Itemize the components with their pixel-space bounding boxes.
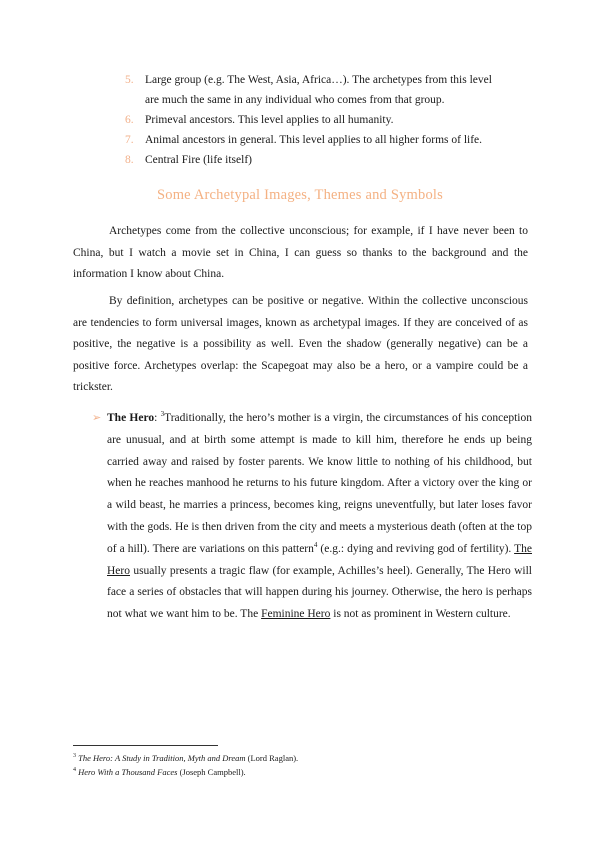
text-run: usually presents a tragic flaw (for example, Achilles’s heel). Generally, The Hero will face a series of obstacles that will happen during his journey. Otherwise, the hero is perhaps not what we want him to be. The	[107, 564, 532, 621]
term-label: The Hero	[107, 412, 155, 424]
footnote-author: (Joseph Campbell).	[177, 767, 246, 777]
list-text: Large group (e.g. The West, Asia, Africa…). The archetypes from this level are much the same in any individual who comes from that group.	[145, 74, 492, 106]
arrow-bullet-icon: ➢	[92, 412, 102, 424]
list-number: 8.	[125, 154, 134, 166]
list-item	[0, 150, 600, 170]
colon: :	[154, 412, 161, 424]
text-run: (e.g.: dying and reviving god of fertility).	[317, 542, 515, 555]
list-item	[0, 110, 600, 130]
footnote	[73, 751, 528, 765]
footnote-author: (Lord Raglan).	[245, 753, 299, 763]
hero-link[interactable]: The Hero	[107, 542, 532, 577]
numbered-list	[0, 70, 600, 170]
text-run: is not as prominent in Western culture.	[330, 608, 511, 621]
footnote-number: 4	[73, 767, 76, 774]
footnote-ref[interactable]: 4	[313, 540, 318, 549]
list-text: Central Fire (life itself)	[145, 154, 252, 166]
footnote-title: Hero With a Thousand Faces	[78, 767, 178, 777]
feminine-hero-link[interactable]: Feminine Hero	[261, 608, 331, 621]
list-number: 6.	[125, 114, 134, 126]
list-number: 7.	[125, 134, 134, 146]
bullet-text	[107, 408, 532, 626]
paragraph: Archetypes come from the collective unconscious; for example, if I have never been to China, but I watch a movie set in China, I can guess so thanks to the background and the information I know about China.	[73, 225, 528, 280]
bullet-item-hero	[92, 408, 532, 626]
footnote-divider	[73, 745, 218, 746]
list-number: 5.	[125, 74, 134, 86]
text-run: Traditionally, the hero’s mother is a virgin, the circumstances of his conception are unusual, and at birth some attempt is made to kill him, therefore he ends up being carried away and raised by foster parents. We know little to nothing of his childhood, but when he reaches manhood he returns to his future kingdom. After a victory over the king or a wild beast, he marries a princess, becomes king, reigns uneventfully, but later loses favor with the gods. He is then driven from the city and meets a mysterious death (often at the top of a hill). There are variations on this pattern	[107, 412, 533, 555]
list-text: Primeval ancestors. This level applies to all humanity.	[145, 114, 394, 126]
list-item	[0, 130, 600, 150]
footnote-number: 3	[73, 753, 76, 760]
footnotes	[73, 751, 528, 779]
paragraph: By definition, archetypes can be positive or negative. Within the collective unconscious are tendencies to form universal images, known as archetypal images. If they are conceived of as positive, the negative is a possibility as well. Even the shadow (generally negative) can be a positive force. Archetypes overlap: the Scapegoat may also be a hero, or a vampire could be a trickster.	[73, 295, 528, 393]
footnote-ref[interactable]: 3	[160, 410, 165, 419]
footnote-title: The Hero: A Study in Tradition, Myth and Dream	[78, 753, 246, 763]
list-item	[0, 70, 600, 110]
section-heading: Some Archetypal Images, Themes and Symbols	[156, 187, 443, 203]
list-text: Animal ancestors in general. This level applies to all higher forms of life.	[145, 134, 483, 146]
footnote	[73, 765, 528, 779]
